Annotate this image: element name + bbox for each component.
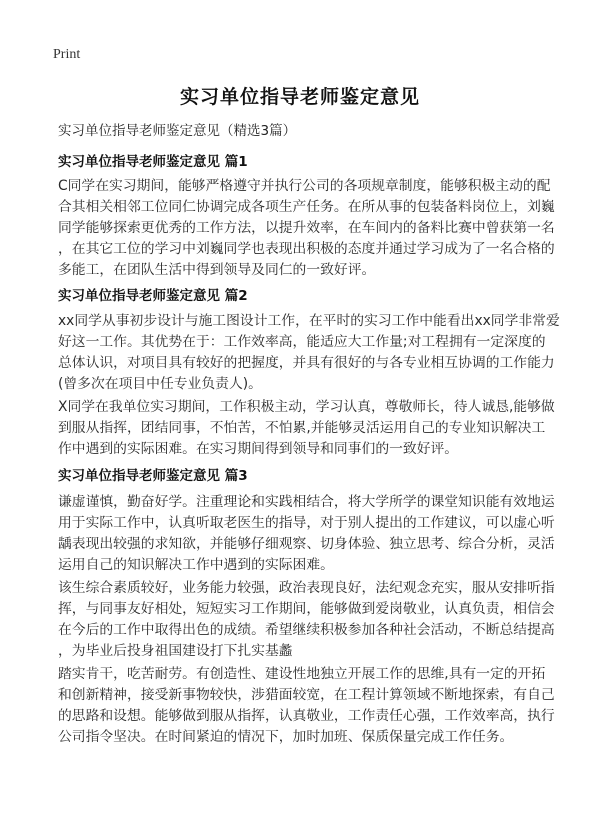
paragraph-line: 公司指令坚决。在时间紧迫的情况下，加时加班、保质保量完成工作任务。 <box>58 729 514 745</box>
paragraph-line: ，为毕业后投身祖国建设打下扎实基蠡 <box>58 643 293 659</box>
paragraph <box>58 578 558 662</box>
section-heading-1: 实习单位指导老师鉴定意见 篇1 <box>58 154 248 170</box>
paragraph-line: 合其相关相邻工位同仁协调完成各项生产任务。在所从事的包装备料岗位上，刘巍 <box>58 199 555 215</box>
paragraph-line: 踏实肯干，吃苦耐劳。有创造性、建设性地独立开展工作的思维,具有一定的开拓 <box>58 666 546 682</box>
paragraph-line: 到服从指挥，团结同事，不怕苦，不怕累,并能够灵活运用自己的专业知识解决工 <box>58 420 546 436</box>
paragraph <box>58 664 558 748</box>
paragraph-line: 多能工，在团队生活中得到领导及同仁的一致好评。 <box>58 262 376 278</box>
paragraph-line: 用于实际工作中，认真听取老医生的指导，对于别人提出的工作建议，可以虚心听 <box>58 515 555 531</box>
paragraph-line: 该生综合素质较好，业务能力较强，政治表现良好，法纪观念充实，服从安排听指 <box>58 580 555 596</box>
page-title: 实习单位指导老师鉴定意见 <box>179 86 420 108</box>
section-heading-3: 实习单位指导老师鉴定意见 篇3 <box>58 468 248 484</box>
paragraph <box>58 397 558 460</box>
paragraph-line: ，在其它工位的学习中刘巍同学也表现出积极的态度并通过学习成为了一名合格的 <box>58 241 555 257</box>
paragraph <box>58 176 558 281</box>
paragraph-line: (曾多次在项目中任专业负责人)。 <box>58 376 262 392</box>
paragraph <box>58 311 558 395</box>
paragraph <box>58 492 558 576</box>
paragraph-line: 好这一工作。其优势在于：工作效率高，能适应大工作量;对工程拥有一定深度的 <box>58 334 546 350</box>
paragraph-line: 作中遇到的实际困难。在实习期间得到领导和同事们的一致好评。 <box>58 441 459 457</box>
paragraph-line: xx同学从事初步设计与施工图设计工作，在平时的实习工作中能看出xx同学非常爱 <box>58 313 560 329</box>
paragraph-line: 总体认识，对项目具有较好的把握度，并具有很好的与各专业相互协调的工作能力 <box>58 355 555 371</box>
paragraph-line: 谦虚谨慎，勤奋好学。注重理论和实践相结合，将大学所学的课堂知识能有效地运 <box>58 494 555 510</box>
paragraph-line: 同学能够探索更优秀的工作方法，以提升效率，在车间内的备料比赛中曾获第一名 <box>58 220 555 236</box>
section-heading-2: 实习单位指导老师鉴定意见 篇2 <box>58 288 248 304</box>
paragraph-line: 和创新精神，接受新事物较快，涉猎面较宽，在工程计算领域不断地探索，有自己 <box>58 687 555 703</box>
paragraph-line: 在今后的工作中取得出色的成绩。希望继续积极参加各种社会活动，不断总结提高 <box>58 622 555 638</box>
paragraph-line: 挥，与同事友好相处，短短实习工作期间，能够做到爱岗敬业，认真负责，相信会 <box>58 601 555 617</box>
paragraph-line: 龋表现出较强的求知欲，并能够仔细观察、切身体验、独立思考、综合分析，灵活 <box>58 536 555 552</box>
document-subtitle: 实习单位指导老师鉴定意见（精选3篇） <box>58 123 297 139</box>
paragraph-line: X同学在我单位实习期间，工作积极主动，学习认真，尊敬师长，待人诚恳,能够做 <box>58 399 555 415</box>
print-link[interactable]: Print <box>53 47 81 62</box>
paragraph-line: 运用自己的知识解决工作中遇到的实际困难。 <box>58 557 334 573</box>
paragraph-line: C同学在实习期间，能够严格遵守并执行公司的各项规章制度，能够积极主动的配 <box>58 178 551 194</box>
paragraph-line: 的思路和设想。能够做到服从指挥，认真敬业，工作责任心强，工作效率高，执行 <box>58 708 555 724</box>
